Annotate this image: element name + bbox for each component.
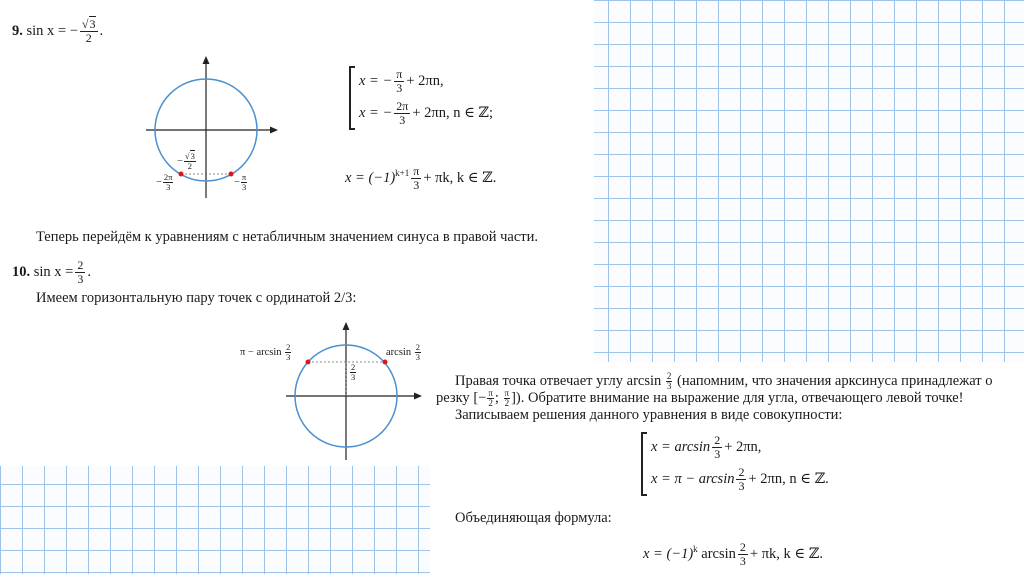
- ex10-union-formula: $x = (-1)^k$ arcsin $\frac{2}{3}$ + πk, k ∈ ℤ.: [643, 540, 823, 568]
- graph-paper-bottom: [0, 462, 432, 574]
- ex9-union-formula: $x = (-1)^{k+1}$ $\frac{\pi}{3}$ + πk, k ∈ ℤ.: [345, 164, 497, 192]
- ex10-paragraph-1: Правая точка отвечает углу arcsin $\frac{2}{3}$ (напомним, что значения арксинуса принадлежат о: [455, 371, 993, 392]
- ex10-label-left: π − arcsin $\frac{2}{3}$: [240, 342, 291, 362]
- ex10-paragraph-3: Записываем решения данного уравнения в виде совокупности:: [455, 407, 843, 423]
- ex10-union-label: Объединяющая формула:: [455, 510, 612, 526]
- ex10-paragraph-2: резку [− $\frac{\pi}{2}$ ; $\frac{\pi}{2}$ ]). Обратите внимание на выражение для угла, отвечающего левой точке!: [436, 388, 964, 409]
- ex10-pair-text: Имеем горизонтальную пару точек с ординатой 2/3:: [36, 290, 357, 306]
- ex9-label-mid: − $\frac{√3}{2}$: [177, 151, 195, 171]
- ex10-label-ordinate: $\frac{2}{3}$: [351, 362, 356, 382]
- ex9-heading: 9. sin x = − $\frac{√3}{2}$ .: [12, 17, 104, 45]
- ex10-heading: 10. sin x = $\frac{2}{3}$ .: [12, 258, 91, 286]
- ex9-solution-system: x = − $\frac{\pi}{3}$ + 2πn, x = − $\frac{2\pi}{3}$ + 2πn, n ∈ ℤ;: [349, 66, 551, 130]
- ex10-solution-system: x = arcsin $\frac{2}{3}$ + 2πn, x = π − arcsin $\frac{2}{3}$ + 2πn, n ∈ ℤ.: [641, 432, 853, 496]
- ex9-label-left: − $\frac{2\pi}{3}$: [156, 172, 173, 192]
- ex10-label-right: arcsin $\frac{2}{3}$: [386, 342, 420, 362]
- intro-text: Теперь перейдём к уравнениям с нетабличным значением синуса в правой части.: [36, 229, 539, 245]
- graph-paper-right: [586, 0, 1024, 362]
- ex9-label-right: − $\frac{\pi}{3}$: [234, 172, 247, 192]
